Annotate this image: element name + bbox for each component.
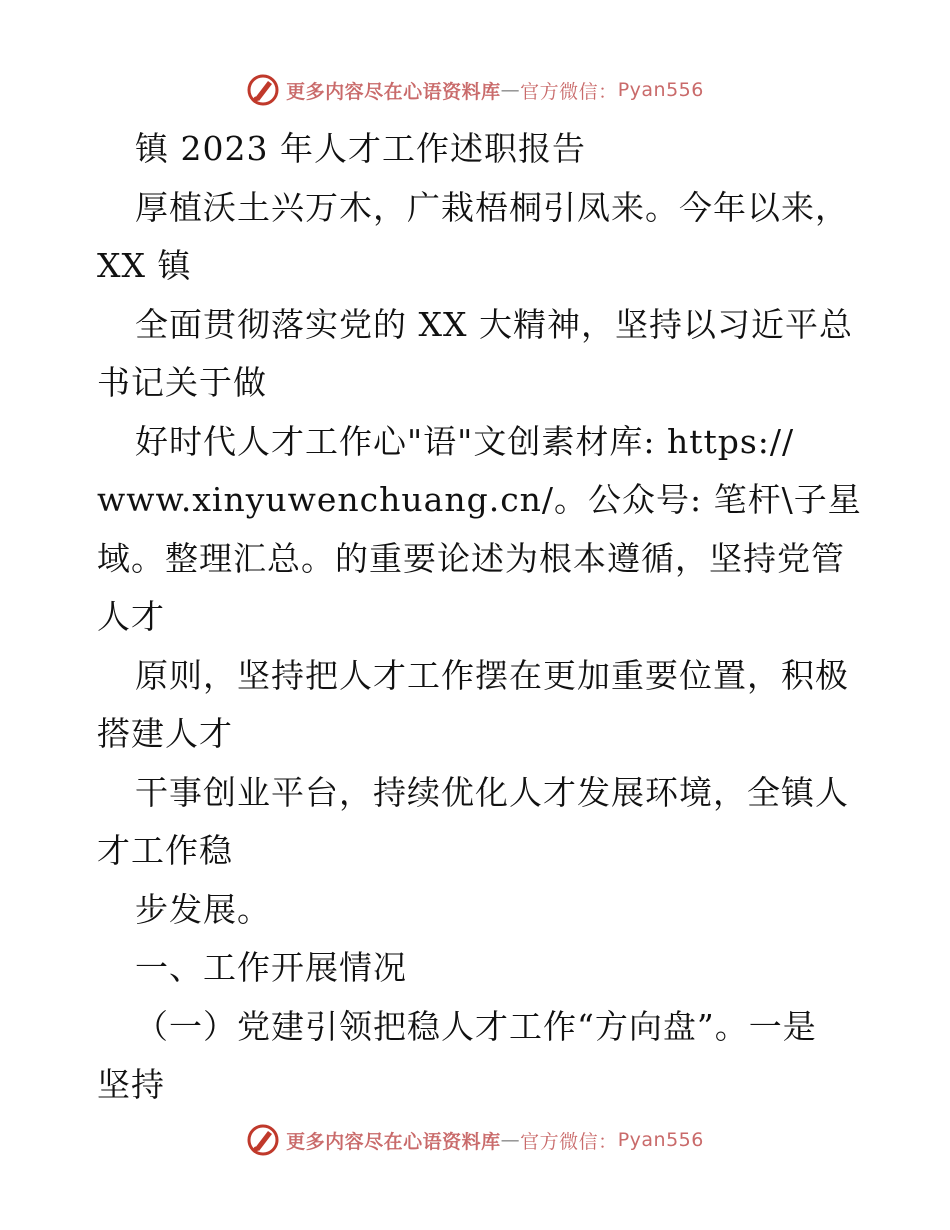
text-line: 域。整理汇总。的重要论述为根本遵循，坚持党管 [97,538,845,578]
document-title: 镇 2023 年人才工作述职报告 [135,129,586,168]
text-line: XX 镇 [97,246,192,285]
text-line: 人才 [97,597,165,636]
pen-logo-icon [246,1123,280,1157]
section-heading: 一、工作开展情况 [135,948,407,987]
footer-watermark [0,1120,950,1160]
text-line: 步发展。 [135,889,271,929]
watermark-separator: — [500,79,521,101]
pen-logo-icon [246,73,280,107]
watermark-wechat-label: 官方微信： [520,1130,618,1153]
text-line: 书记关于做 [97,363,267,402]
watermark-wechat-id: Pyan556 [617,1129,704,1151]
text-line: 干事创业平台，持续优化人才发展环境，全镇人 [135,772,849,812]
watermark-separator: — [500,1129,521,1151]
text-line: 原则，坚持把人才工作摆在更加重要位置，积极 [135,655,849,695]
watermark-wechat-id: Pyan556 [617,79,704,101]
text-line: 坚持 [97,1065,165,1104]
subsection-heading: （一）党建引领把稳人才工作“方向盘”。一是 [135,1006,817,1046]
watermark-brand: 更多内容尽在心语资料库 [286,80,501,103]
watermark-brand: 更多内容尽在心语资料库 [286,1130,501,1153]
text-line: 搭建人才 [97,714,233,753]
watermark-wechat-label: 官方微信： [520,80,618,103]
document-body [97,120,862,1115]
text-line: 全面贯彻落实党的 XX 大精神，坚持以习近平总 [135,304,853,344]
text-line: 厚植沃土兴万木，广栽梧桐引凤来。今年以来， [135,187,849,227]
text-line: www.xinyuwenchuang.cn/。公众号: 笔杆\子星 [97,480,862,519]
text-line: 才工作稳 [97,831,233,870]
header-watermark [0,70,950,110]
text-line: 好时代人才工作心"语"文创素材库: https:// [135,421,795,461]
